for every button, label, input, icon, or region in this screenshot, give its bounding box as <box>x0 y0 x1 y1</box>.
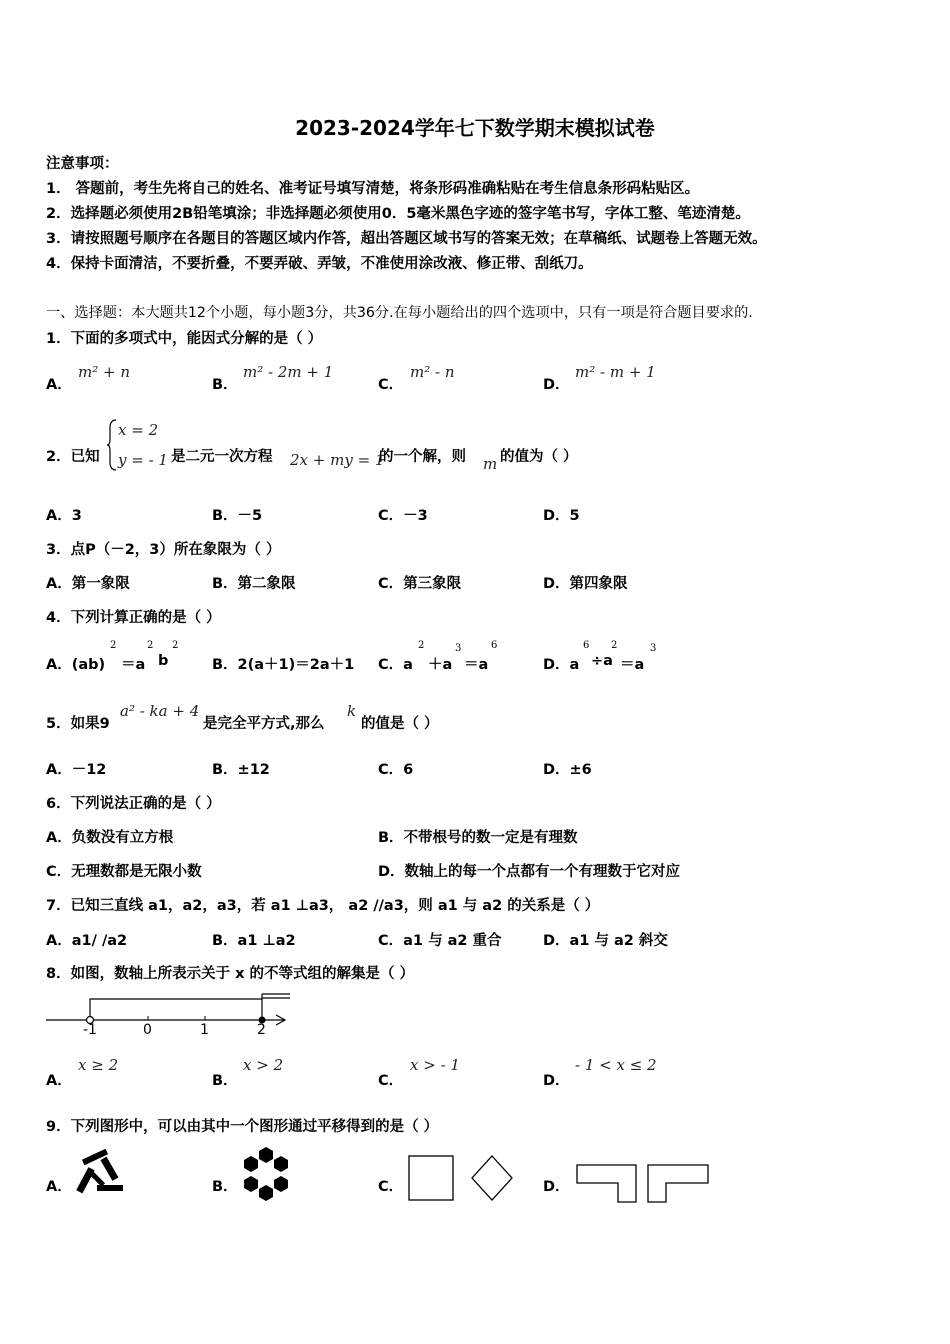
notice-item-2: 2．选择题必须使用2B铅笔填涂；非选择题必须使用0．5毫米黑色字迹的签字笔书写，字体工整、笔迹清楚。 <box>46 206 750 222</box>
page-title: 2023-2024学年七下数学期末模拟试卷 <box>295 116 655 140</box>
question-6-stem: 6．下列说法正确的是（ ） <box>46 796 221 812</box>
q7-option-a: A．a1/ /a2 <box>46 933 128 949</box>
q6-option-d: D．数轴上的每一个点都有一个有理数于它对应 <box>378 864 681 880</box>
q4-option-a-label: A．(ab) <box>46 657 106 673</box>
q8-option-a: x ≥ 2 <box>78 1056 119 1074</box>
q9-option-a-label: A． <box>46 1179 72 1195</box>
q4-option-c-mid: ＋a <box>428 657 453 673</box>
rotated-bars-figure <box>76 1151 128 1201</box>
q4-option-d-label: D．a <box>543 657 580 673</box>
q3-option-b: B．第二象限 <box>212 576 296 592</box>
q5-option-c: C．6 <box>378 762 414 778</box>
hexagon-cluster-figure <box>238 1145 294 1203</box>
q7-option-d: D．a1 与 a2 斜交 <box>543 933 668 949</box>
q2-system-line-1: x = 2 <box>118 421 159 439</box>
section-heading: 一、选择题：本大题共12个小题，每小题3分，共36分.在每小题给出的四个选项中，只有一项是符合题目要求的. <box>46 305 753 321</box>
q1-option-c-label: C． <box>378 377 404 393</box>
q5-expression: a² - ka + 4 <box>120 702 200 720</box>
q4-option-a-end: b <box>158 653 169 669</box>
q2-pre: 2．已知 <box>46 449 100 465</box>
q7-option-b: B．a1 ⊥a2 <box>212 933 296 949</box>
tick-label: 2 <box>257 1022 266 1038</box>
q9-option-b-label: B． <box>212 1179 238 1195</box>
q2-var: m <box>483 455 498 473</box>
tick-label: -1 <box>83 1022 97 1038</box>
q5-option-d: D．±6 <box>543 762 592 778</box>
question-8-stem: 8．如图，数轴上所表示关于 x 的不等式组的解集是（ ） <box>46 966 415 982</box>
q5-var: k <box>347 702 357 720</box>
q1-option-a: m² + n <box>78 363 131 381</box>
q8-option-a-label: A． <box>46 1073 72 1089</box>
q4-option-d-mid: ÷a <box>591 653 613 669</box>
q5-mid: 是完全平方式,那么 <box>203 716 325 732</box>
q8-option-c: x > - 1 <box>410 1056 460 1074</box>
q4-option-b: B．2(a＋1)＝2a＋1 <box>212 657 355 673</box>
q4-exp: 2 <box>418 640 425 651</box>
q4-exp: 3 <box>650 643 657 654</box>
q8-option-d-label: D． <box>543 1073 570 1089</box>
q3-option-d: D．第四象限 <box>543 576 628 592</box>
q6-option-c: C．无理数都是无限小数 <box>46 864 202 880</box>
notice-item-4: 4．保持卡面清洁，不要折叠，不要弄破、弄皱，不准使用涂改液、修正带、刮纸刀。 <box>46 256 593 272</box>
q2-system-line-2: y = - 1 <box>118 451 168 469</box>
question-1-stem: 1．下面的多项式中，能因式分解的是（ ） <box>46 331 323 347</box>
q8-option-b: x > 2 <box>243 1056 284 1074</box>
q4-option-d-end: ＝a <box>620 657 645 673</box>
question-4-stem: 4．下列计算正确的是（ ） <box>46 610 221 626</box>
q2-option-a: A．3 <box>46 508 82 524</box>
q4-exp: 6 <box>491 640 498 651</box>
q2-option-c: C．－3 <box>378 508 428 524</box>
q4-option-c-end: ＝a <box>464 657 489 673</box>
tick-label: 0 <box>143 1022 152 1038</box>
q3-option-a: A．第一象限 <box>46 576 130 592</box>
q9-option-d-label: D． <box>543 1179 570 1195</box>
q4-exp: 6 <box>583 640 590 651</box>
question-9-stem: 9．下列图形中，可以由其中一个图形通过平移得到的是（ ） <box>46 1119 439 1135</box>
q2-equation: 2x + my = 1 <box>290 451 385 469</box>
question-3-stem: 3．点P（－2，3）所在象限为（ ） <box>46 542 281 558</box>
notice-item-3: 3．请按照题号顺序在各题目的答题区域内作答，超出答题区域书写的答案无效；在草稿纸、试题卷上答题无效。 <box>46 231 767 247</box>
square-and-diamond-figure <box>406 1152 516 1204</box>
q4-exp: 2 <box>110 640 117 651</box>
q2-end: 的值为（ ） <box>500 449 578 465</box>
q1-option-d-label: D． <box>543 377 570 393</box>
q8-option-c-label: C． <box>378 1073 404 1089</box>
q1-option-d: m² - m + 1 <box>575 363 656 381</box>
q1-option-b-label: B． <box>212 377 238 393</box>
q4-exp: 3 <box>455 643 462 654</box>
q4-exp: 2 <box>147 640 154 651</box>
q5-end: 的值是（ ） <box>361 716 439 732</box>
q6-option-a: A．负数没有立方根 <box>46 830 174 846</box>
q2-option-d: D．5 <box>543 508 580 524</box>
l-shapes-figure <box>574 1162 714 1206</box>
q5-option-b: B．±12 <box>212 762 270 778</box>
tick-label: 1 <box>200 1022 209 1038</box>
q6-option-b: B．不带根号的数一定是有理数 <box>378 830 578 846</box>
q2-post: 的一个解，则 <box>379 449 466 465</box>
q4-option-a-mid: ＝a <box>121 657 146 673</box>
q2-mid: 是二元一次方程 <box>171 449 273 465</box>
q9-option-c-label: C． <box>378 1179 404 1195</box>
q1-option-a-label: A． <box>46 377 72 393</box>
q4-option-c-label: C．a <box>378 657 413 673</box>
q3-option-c: C．第三象限 <box>378 576 462 592</box>
q7-option-c: C．a1 与 a2 重合 <box>378 933 502 949</box>
q4-exp: 2 <box>172 640 179 651</box>
q1-option-c: m² - n <box>410 363 455 381</box>
q2-option-b: B．－5 <box>212 508 263 524</box>
q8-option-d: - 1 < x ≤ 2 <box>575 1056 657 1074</box>
q1-option-b: m² - 2m + 1 <box>243 363 334 381</box>
question-7-stem: 7．已知三直线 a1，a2，a3，若 a1 ⊥a3， a2 //a3，则 a1 与 a2 的关系是（ ） <box>46 898 600 914</box>
q8-option-b-label: B． <box>212 1073 238 1089</box>
notice-heading: 注意事项： <box>46 156 119 172</box>
q4-exp: 2 <box>611 640 618 651</box>
brace-icon <box>106 418 118 472</box>
q5-option-a: A．－12 <box>46 762 107 778</box>
q5-pre: 5．如果9 <box>46 716 110 732</box>
notice-item-1: 1． 答题前，考生先将自己的姓名、准考证号填写清楚，将条形码准确粘贴在考生信息条形码粘贴区。 <box>46 181 700 197</box>
